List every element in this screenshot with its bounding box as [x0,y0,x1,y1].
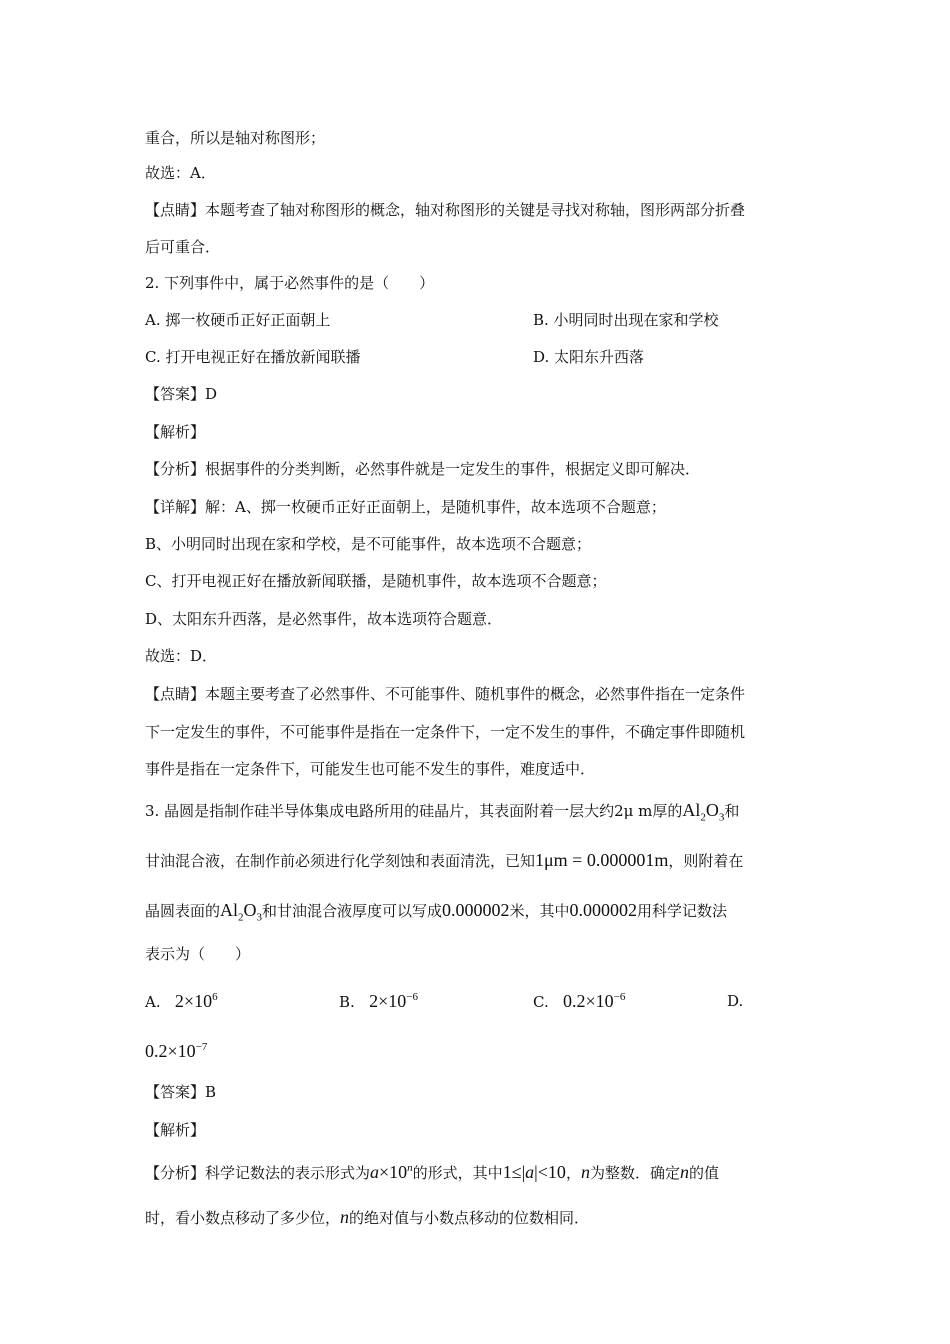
q3-option-d-label: D. [727,992,744,1010]
q2-option-c: C. 打开电视正好在播放新闻联播 [145,348,361,366]
q3-option-b: B. $2\times 10^{-6}$ [339,991,418,1011]
q3-option-c: C. $0.2\times 10^{-6}$ [533,991,626,1011]
question-3-line-2: 甘油混合液，在制作前必须进行化学刻蚀和表面清洗，已知1μm = 0.000001m，则附着在 [145,850,744,870]
question-2-stem: 2. 下列事件中，属于必然事件的是（ ） [145,274,435,292]
text-line: 【点睛】本题考查了轴对称图形的概念，轴对称图形的关键是寻找对称轴，图形两部分折叠 [145,201,746,219]
q2-option-b: B. 小明同时出现在家和学校 [533,311,719,329]
text-line: 事件是指在一定条件下，可能发生也可能不发生的事件，难度适中． [145,760,596,778]
answer-label: 【答案】B [145,1083,217,1101]
text-line: B、小明同时出现在家和学校，是不可能事件，故本选项不合题意； [145,535,592,553]
text-line: 故选：D． [145,647,218,665]
text-line: 【点睛】本题主要考查了必然事件、不可能事件、随机事件的概念，必然事件指在一定条件 [145,685,746,703]
text-line: 下一定发生的事件，不可能事件是指在一定条件下，一定不发生的事件，不确定事件即随机 [145,723,746,741]
text-line: D、太阳东升西落，是必然事件，故本选项符合题意． [145,610,503,628]
question-3-line-1: 3. 晶圆是指制作硅半导体集成电路所用的硅晶片，其表面附着一层大约2μ m厚的$Al_2O_3$和 [145,800,740,824]
q2-option-d: D. 太阳东升西落 [533,348,645,366]
q3-option-d: $0.2\times 10^{-7}$ [145,1041,208,1061]
analysis-line-2: 时，看小数点移动了多少位，n的绝对值与小数点移动的位数相同． [145,1207,590,1227]
analysis-label: 【解析】 [145,423,206,441]
question-3-line-4: 表示为（ ） [145,945,251,963]
question-3-line-3: 晶圆表面的$Al_2O_3$和甘油混合液厚度可以写成0.000002米，其中0.000002用科学记数法 [145,900,728,924]
text-line: 故选：A． [145,164,216,182]
analysis-label: 【解析】 [145,1121,206,1139]
text-line: 【分析】根据事件的分类判断，必然事件就是一定发生的事件，根据定义即可解决． [145,460,701,478]
q3-option-a: A. $2\times 10^6$ [145,991,218,1011]
al2o3-formula: $Al_2O_3$ [682,800,725,824]
al2o3-formula: $Al_2O_3$ [220,900,263,924]
analysis-line-1: 【分析】科学记数法的表示形式为$a\times 10^n$的形式，其中1≤|a|<10，n为整数．确定n的值 [145,1162,719,1182]
text-line: 后可重合． [145,238,221,256]
answer-label: 【答案】D [145,385,218,403]
q2-option-a: A. 掷一枚硬币正好正面朝上 [145,311,331,329]
text-line: C、打开电视正好在播放新闻联播，是随机事件，故本选项不合题意； [145,572,607,590]
text-line: 【详解】解：A、掷一枚硬币正好正面朝上，是随机事件，故本选项不合题意； [145,498,666,516]
text-line: 重合，所以是轴对称图形； [145,129,326,147]
